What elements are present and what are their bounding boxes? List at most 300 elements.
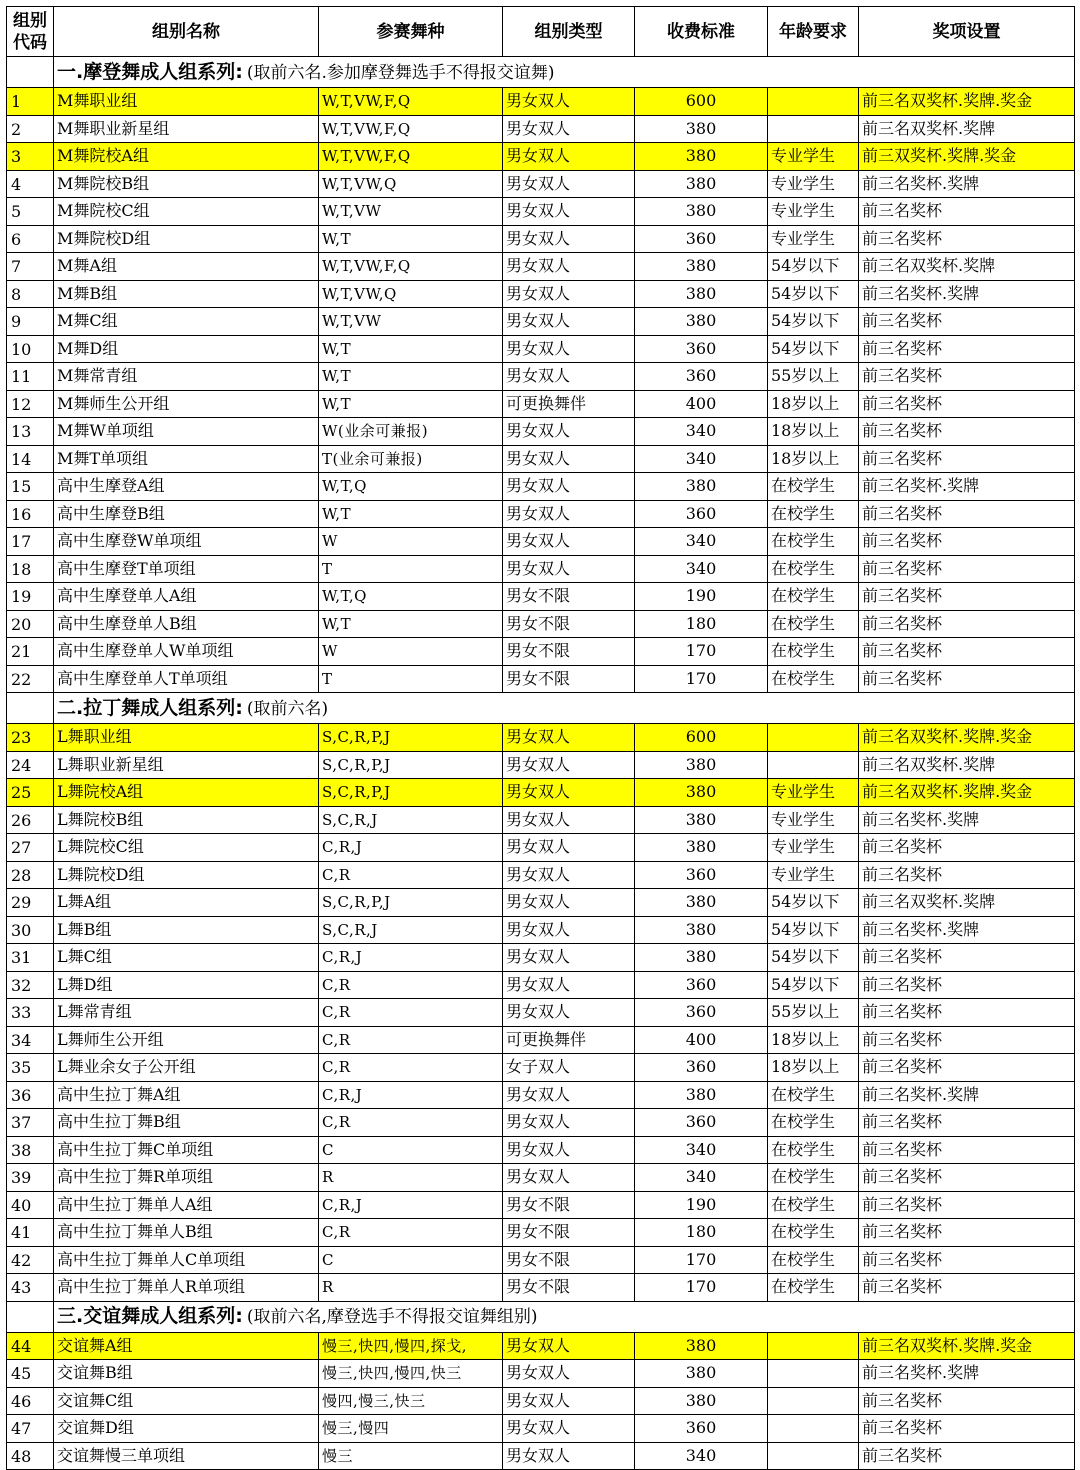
- dances-cell: T: [319, 555, 503, 583]
- fee-cell: 340: [635, 1164, 768, 1192]
- fee-cell: 400: [635, 1026, 768, 1054]
- dances-cell: W,T,VW: [319, 198, 503, 226]
- dances-cell: W(业余可兼报): [319, 418, 503, 446]
- section-code-cell: [7, 57, 54, 88]
- group-code-cell: 29: [7, 889, 54, 917]
- group-code-cell: 35: [7, 1054, 54, 1082]
- group-type-cell: 男女双人: [503, 1387, 635, 1415]
- group-type-cell: 男女双人: [503, 308, 635, 336]
- age-requirement-cell: [768, 724, 859, 752]
- group-name-cell: 高中生拉丁舞B组: [54, 1109, 319, 1137]
- awards-cell: 前三名奖杯: [859, 1191, 1075, 1219]
- fee-cell: 360: [635, 1415, 768, 1443]
- group-type-cell: 男女不限: [503, 1274, 635, 1302]
- table-row: [7, 889, 1075, 917]
- dances-cell: W,T: [319, 610, 503, 638]
- group-name-cell: 高中生摩登A组: [54, 473, 319, 501]
- group-code-cell: 1: [7, 88, 54, 116]
- group-code-cell: 45: [7, 1360, 54, 1388]
- group-name-cell: M舞职业组: [54, 88, 319, 116]
- table-row: [7, 944, 1075, 972]
- table-row: [7, 473, 1075, 501]
- fee-cell: 600: [635, 724, 768, 752]
- group-type-cell: 男女不限: [503, 583, 635, 611]
- fee-cell: 380: [635, 143, 768, 171]
- group-type-cell: 男女双人: [503, 88, 635, 116]
- dances-cell: S,C,R,P,J: [319, 724, 503, 752]
- age-requirement-cell: 54岁以下: [768, 280, 859, 308]
- group-code-cell: 20: [7, 610, 54, 638]
- fee-cell: 180: [635, 610, 768, 638]
- group-name-cell: 高中生摩登单人T单项组: [54, 665, 319, 693]
- header-row: [7, 7, 1075, 57]
- age-requirement-cell: 18岁以上: [768, 445, 859, 473]
- group-type-cell: 男女双人: [503, 724, 635, 752]
- group-code-cell: 32: [7, 971, 54, 999]
- group-type-cell: 男女双人: [503, 418, 635, 446]
- age-requirement-cell: [768, 1387, 859, 1415]
- awards-cell: 前三名双奖杯.奖牌: [859, 253, 1075, 281]
- group-type-cell: 男女双人: [503, 971, 635, 999]
- group-type-cell: 男女双人: [503, 473, 635, 501]
- awards-cell: 前三名奖杯: [859, 944, 1075, 972]
- fee-cell: 360: [635, 363, 768, 391]
- awards-cell: 前三名双奖杯.奖牌: [859, 751, 1075, 779]
- table-body: [7, 7, 1075, 1470]
- group-type-cell: 男女双人: [503, 1442, 635, 1470]
- awards-cell: 前三名奖杯: [859, 971, 1075, 999]
- age-requirement-cell: 在校学生: [768, 638, 859, 666]
- awards-cell: 前三名奖杯: [859, 528, 1075, 556]
- fee-cell: 380: [635, 916, 768, 944]
- age-requirement-cell: [768, 751, 859, 779]
- group-name-cell: L舞A组: [54, 889, 319, 917]
- awards-cell: 前三名奖杯.奖牌: [859, 806, 1075, 834]
- section-title-cell: [54, 1301, 1075, 1332]
- age-requirement-cell: 54岁以下: [768, 889, 859, 917]
- age-requirement-cell: 在校学生: [768, 555, 859, 583]
- table-row: [7, 610, 1075, 638]
- group-name-cell: M舞W单项组: [54, 418, 319, 446]
- group-type-cell: 男女双人: [503, 1332, 635, 1360]
- group-type-cell: 男女双人: [503, 143, 635, 171]
- group-name-cell: 交谊舞慢三单项组: [54, 1442, 319, 1470]
- age-requirement-cell: 在校学生: [768, 1164, 859, 1192]
- dances-cell: W,T,VW,Q: [319, 280, 503, 308]
- table-row: [7, 806, 1075, 834]
- group-name-cell: 高中生拉丁舞单人R单项组: [54, 1274, 319, 1302]
- fee-cell: 360: [635, 225, 768, 253]
- age-requirement-cell: 在校学生: [768, 500, 859, 528]
- table-row: [7, 1274, 1075, 1302]
- age-requirement-cell: 18岁以上: [768, 390, 859, 418]
- group-name-cell: 交谊舞A组: [54, 1332, 319, 1360]
- table-row: [7, 280, 1075, 308]
- awards-cell: 前三名奖杯: [859, 390, 1075, 418]
- dances-cell: W: [319, 638, 503, 666]
- fee-cell: 600: [635, 88, 768, 116]
- group-name-cell: 高中生拉丁舞R单项组: [54, 1164, 319, 1192]
- group-name-cell: 高中生摩登W单项组: [54, 528, 319, 556]
- table-row: [7, 363, 1075, 391]
- age-requirement-cell: 在校学生: [768, 583, 859, 611]
- group-type-cell: 男女不限: [503, 1219, 635, 1247]
- group-code-cell: 33: [7, 999, 54, 1027]
- age-requirement-cell: 在校学生: [768, 1136, 859, 1164]
- group-name-cell: 高中生拉丁舞单人B组: [54, 1219, 319, 1247]
- group-name-cell: 高中生拉丁舞单人A组: [54, 1191, 319, 1219]
- awards-cell: 前三名奖杯.奖牌: [859, 916, 1075, 944]
- group-type-cell: 可更换舞伴: [503, 1026, 635, 1054]
- table-row: [7, 1081, 1075, 1109]
- section-title-cell: [54, 57, 1075, 88]
- group-type-cell: 男女双人: [503, 779, 635, 807]
- section-code-cell: [7, 693, 54, 724]
- age-requirement-cell: [768, 88, 859, 116]
- age-requirement-cell: 专业学生: [768, 143, 859, 171]
- group-code-cell: 26: [7, 806, 54, 834]
- group-type-cell: 男女双人: [503, 445, 635, 473]
- group-name-cell: L舞师生公开组: [54, 1026, 319, 1054]
- fee-cell: 340: [635, 1136, 768, 1164]
- group-code-cell: 28: [7, 861, 54, 889]
- age-requirement-cell: 在校学生: [768, 1081, 859, 1109]
- group-code-cell: 21: [7, 638, 54, 666]
- group-name-cell: M舞B组: [54, 280, 319, 308]
- group-name-cell: L舞业余女子公开组: [54, 1054, 319, 1082]
- fee-cell: 380: [635, 806, 768, 834]
- group-name-cell: L舞院校A组: [54, 779, 319, 807]
- group-type-cell: 可更换舞伴: [503, 390, 635, 418]
- group-code-cell: 31: [7, 944, 54, 972]
- awards-cell: 前三名奖杯: [859, 445, 1075, 473]
- group-code-cell: 19: [7, 583, 54, 611]
- group-code-cell: 3: [7, 143, 54, 171]
- dances-cell: S,C,R,P,J: [319, 779, 503, 807]
- age-requirement-cell: 专业学生: [768, 806, 859, 834]
- fee-cell: 180: [635, 1219, 768, 1247]
- group-name-cell: M舞D组: [54, 335, 319, 363]
- group-name-cell: M舞A组: [54, 253, 319, 281]
- group-code-cell: 38: [7, 1136, 54, 1164]
- awards-cell: 前三名奖杯: [859, 638, 1075, 666]
- age-requirement-cell: [768, 1360, 859, 1388]
- fee-cell: 380: [635, 751, 768, 779]
- age-requirement-cell: 在校学生: [768, 665, 859, 693]
- group-name-cell: L舞常青组: [54, 999, 319, 1027]
- age-requirement-cell: 专业学生: [768, 225, 859, 253]
- group-code-cell: 30: [7, 916, 54, 944]
- dances-cell: C,R: [319, 971, 503, 999]
- group-type-cell: 男女双人: [503, 999, 635, 1027]
- dances-cell: T(业余可兼报): [319, 445, 503, 473]
- group-name-cell: L舞D组: [54, 971, 319, 999]
- group-code-cell: 17: [7, 528, 54, 556]
- fee-cell: 360: [635, 1109, 768, 1137]
- dances-cell: C,R: [319, 1054, 503, 1082]
- group-type-cell: 男女双人: [503, 170, 635, 198]
- age-requirement-cell: 55岁以上: [768, 363, 859, 391]
- group-name-cell: M舞院校B组: [54, 170, 319, 198]
- fee-cell: 360: [635, 971, 768, 999]
- table-row: [7, 861, 1075, 889]
- awards-cell: 前三名双奖杯.奖牌.奖金: [859, 1332, 1075, 1360]
- group-name-cell: M舞师生公开组: [54, 390, 319, 418]
- group-code-cell: 2: [7, 115, 54, 143]
- fee-cell: 170: [635, 1274, 768, 1302]
- group-type-cell: 男女双人: [503, 1081, 635, 1109]
- age-requirement-cell: 54岁以下: [768, 916, 859, 944]
- dances-cell: S,C,R,J: [319, 916, 503, 944]
- dances-cell: C,R: [319, 1109, 503, 1137]
- dances-cell: C,R,J: [319, 1191, 503, 1219]
- awards-cell: 前三名奖杯: [859, 1387, 1075, 1415]
- age-requirement-cell: [768, 115, 859, 143]
- section-note: (取前六名): [246, 698, 329, 719]
- group-name-cell: M舞C组: [54, 308, 319, 336]
- fee-cell: 340: [635, 555, 768, 583]
- group-code-cell: 41: [7, 1219, 54, 1247]
- fee-cell: 340: [635, 418, 768, 446]
- dances-cell: 慢三,快四,慢四,快三: [319, 1360, 503, 1388]
- group-code-cell: 16: [7, 500, 54, 528]
- fee-cell: 380: [635, 889, 768, 917]
- fee-cell: 360: [635, 335, 768, 363]
- table-row: [7, 198, 1075, 226]
- table-row: [7, 1054, 1075, 1082]
- group-name-cell: 高中生摩登单人W单项组: [54, 638, 319, 666]
- table-row: [7, 418, 1075, 446]
- dances-cell: 慢四,慢三,快三: [319, 1387, 503, 1415]
- table-row: [7, 1109, 1075, 1137]
- fee-cell: 190: [635, 1191, 768, 1219]
- age-requirement-cell: 在校学生: [768, 1219, 859, 1247]
- awards-cell: 前三名双奖杯.奖牌.奖金: [859, 779, 1075, 807]
- fee-cell: 380: [635, 473, 768, 501]
- table-row: [7, 143, 1075, 171]
- awards-cell: 前三名双奖杯.奖牌: [859, 889, 1075, 917]
- group-type-cell: 男女不限: [503, 1246, 635, 1274]
- header-age: 年龄要求: [768, 7, 859, 57]
- group-code-cell: 7: [7, 253, 54, 281]
- section-header-row: [7, 57, 1075, 88]
- awards-cell: 前三名奖杯: [859, 363, 1075, 391]
- group-type-cell: 男女双人: [503, 500, 635, 528]
- group-name-cell: M舞T单项组: [54, 445, 319, 473]
- group-code-cell: 24: [7, 751, 54, 779]
- section-header-row: [7, 1301, 1075, 1332]
- group-name-cell: L舞院校D组: [54, 861, 319, 889]
- group-name-cell: L舞C组: [54, 944, 319, 972]
- age-requirement-cell: 在校学生: [768, 610, 859, 638]
- table-row: [7, 1332, 1075, 1360]
- fee-cell: 380: [635, 1081, 768, 1109]
- group-name-cell: 高中生拉丁舞单人C单项组: [54, 1246, 319, 1274]
- dances-cell: S,C,R,P,J: [319, 751, 503, 779]
- group-name-cell: 高中生摩登单人B组: [54, 610, 319, 638]
- group-name-cell: L舞院校B组: [54, 806, 319, 834]
- table-row: [7, 1415, 1075, 1443]
- fee-cell: 400: [635, 390, 768, 418]
- awards-cell: 前三名奖杯: [859, 999, 1075, 1027]
- awards-cell: 前三名奖杯: [859, 555, 1075, 583]
- group-name-cell: L舞职业新星组: [54, 751, 319, 779]
- group-name-cell: M舞院校D组: [54, 225, 319, 253]
- awards-cell: 前三名奖杯: [859, 861, 1075, 889]
- dances-cell: W,T: [319, 363, 503, 391]
- group-type-cell: 男女双人: [503, 1136, 635, 1164]
- group-type-cell: 男女双人: [503, 198, 635, 226]
- group-type-cell: 男女双人: [503, 280, 635, 308]
- dances-cell: T: [319, 665, 503, 693]
- awards-cell: 前三名奖杯: [859, 1219, 1075, 1247]
- age-requirement-cell: 专业学生: [768, 779, 859, 807]
- group-code-cell: 12: [7, 390, 54, 418]
- age-requirement-cell: 54岁以下: [768, 253, 859, 281]
- table-row: [7, 971, 1075, 999]
- group-name-cell: 高中生摩登T单项组: [54, 555, 319, 583]
- awards-cell: 前三名双奖杯.奖牌.奖金: [859, 724, 1075, 752]
- group-type-cell: 男女双人: [503, 751, 635, 779]
- dances-cell: 慢三,慢四: [319, 1415, 503, 1443]
- group-name-cell: 高中生摩登单人A组: [54, 583, 319, 611]
- table-row: [7, 1246, 1075, 1274]
- table-row: [7, 115, 1075, 143]
- group-code-cell: 43: [7, 1274, 54, 1302]
- dances-cell: C,R: [319, 1026, 503, 1054]
- table-row: [7, 1219, 1075, 1247]
- fee-cell: 380: [635, 1360, 768, 1388]
- table-row: [7, 999, 1075, 1027]
- awards-cell: 前三名奖杯: [859, 1136, 1075, 1164]
- group-type-cell: 男女双人: [503, 944, 635, 972]
- group-code-cell: 46: [7, 1387, 54, 1415]
- awards-cell: 前三名奖杯.奖牌: [859, 1081, 1075, 1109]
- awards-cell: 前三名奖杯: [859, 225, 1075, 253]
- table-row: [7, 665, 1075, 693]
- table-row: [7, 445, 1075, 473]
- table-row: [7, 170, 1075, 198]
- fee-cell: 170: [635, 665, 768, 693]
- age-requirement-cell: 18岁以上: [768, 418, 859, 446]
- table-row: [7, 1191, 1075, 1219]
- section-code-cell: [7, 1301, 54, 1332]
- table-row: [7, 1360, 1075, 1388]
- age-requirement-cell: 专业学生: [768, 170, 859, 198]
- fee-cell: 360: [635, 500, 768, 528]
- group-code-cell: 11: [7, 363, 54, 391]
- table-row: [7, 225, 1075, 253]
- dances-cell: R: [319, 1274, 503, 1302]
- fee-cell: 340: [635, 1442, 768, 1470]
- group-code-cell: 10: [7, 335, 54, 363]
- group-code-cell: 18: [7, 555, 54, 583]
- section-title: 一.摩登舞成人组系列:: [57, 60, 243, 83]
- competition-groups-table: [6, 6, 1075, 1470]
- section-title-cell: [54, 693, 1075, 724]
- group-type-cell: 男女双人: [503, 1415, 635, 1443]
- fee-cell: 170: [635, 1246, 768, 1274]
- group-code-cell: 15: [7, 473, 54, 501]
- dances-cell: C,R: [319, 861, 503, 889]
- group-code-cell: 5: [7, 198, 54, 226]
- awards-cell: 前三名奖杯: [859, 583, 1075, 611]
- table-row: [7, 1026, 1075, 1054]
- dances-cell: W,T,Q: [319, 583, 503, 611]
- dances-cell: 慢三,快四,慢四,探戈,: [319, 1332, 503, 1360]
- dances-cell: W,T,VW,F,Q: [319, 115, 503, 143]
- awards-cell: 前三名奖杯: [859, 1442, 1075, 1470]
- group-type-cell: 男女双人: [503, 1164, 635, 1192]
- group-code-cell: 34: [7, 1026, 54, 1054]
- age-requirement-cell: 55岁以上: [768, 999, 859, 1027]
- group-type-cell: 男女双人: [503, 889, 635, 917]
- group-code-cell: 13: [7, 418, 54, 446]
- group-type-cell: 男女双人: [503, 861, 635, 889]
- awards-cell: 前三名双奖杯.奖牌.奖金: [859, 88, 1075, 116]
- fee-cell: 360: [635, 861, 768, 889]
- group-type-cell: 男女双人: [503, 555, 635, 583]
- table-row: [7, 751, 1075, 779]
- fee-cell: 380: [635, 280, 768, 308]
- fee-cell: 360: [635, 1054, 768, 1082]
- awards-cell: 前三名奖杯: [859, 834, 1075, 862]
- table-row: [7, 308, 1075, 336]
- awards-cell: 前三名奖杯.奖牌: [859, 473, 1075, 501]
- fee-cell: 380: [635, 834, 768, 862]
- dances-cell: C,R,J: [319, 944, 503, 972]
- fee-cell: 380: [635, 1332, 768, 1360]
- group-name-cell: L舞B组: [54, 916, 319, 944]
- age-requirement-cell: 在校学生: [768, 528, 859, 556]
- age-requirement-cell: [768, 1332, 859, 1360]
- age-requirement-cell: 在校学生: [768, 473, 859, 501]
- awards-cell: 前三名奖杯: [859, 1246, 1075, 1274]
- dances-cell: C,R: [319, 1219, 503, 1247]
- age-requirement-cell: 在校学生: [768, 1246, 859, 1274]
- group-code-cell: 23: [7, 724, 54, 752]
- group-type-cell: 男女不限: [503, 610, 635, 638]
- header-type: 组别类型: [503, 7, 635, 57]
- table-row: [7, 834, 1075, 862]
- awards-cell: 前三名双奖杯.奖牌: [859, 115, 1075, 143]
- group-type-cell: 男女不限: [503, 638, 635, 666]
- table-row: [7, 724, 1075, 752]
- fee-cell: 360: [635, 999, 768, 1027]
- dances-cell: C,R: [319, 999, 503, 1027]
- group-name-cell: 交谊舞C组: [54, 1387, 319, 1415]
- group-type-cell: 男女双人: [503, 335, 635, 363]
- group-code-cell: 44: [7, 1332, 54, 1360]
- age-requirement-cell: 专业学生: [768, 834, 859, 862]
- dances-cell: W,T,VW,Q: [319, 170, 503, 198]
- awards-cell: 前三名奖杯: [859, 500, 1075, 528]
- group-code-cell: 39: [7, 1164, 54, 1192]
- awards-cell: 前三名奖杯: [859, 1164, 1075, 1192]
- awards-cell: 前三名奖杯: [859, 1274, 1075, 1302]
- group-type-cell: 男女不限: [503, 665, 635, 693]
- dances-cell: S,C,R,P,J: [319, 889, 503, 917]
- group-type-cell: 男女双人: [503, 225, 635, 253]
- header-awards: 奖项设置: [859, 7, 1075, 57]
- table-row: [7, 555, 1075, 583]
- dances-cell: W,T,VW,F,Q: [319, 143, 503, 171]
- group-type-cell: 男女双人: [503, 834, 635, 862]
- group-type-cell: 男女不限: [503, 1191, 635, 1219]
- group-code-cell: 9: [7, 308, 54, 336]
- dances-cell: W,T: [319, 225, 503, 253]
- header-fee: 收费标准: [635, 7, 768, 57]
